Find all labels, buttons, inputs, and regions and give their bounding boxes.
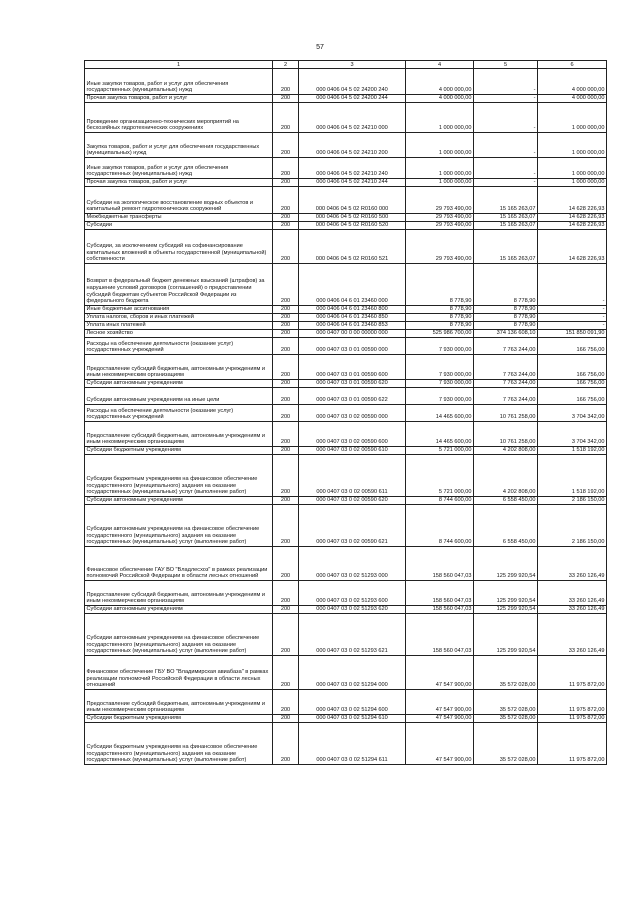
row-col4-cell: 7 930 000,00 (406, 338, 474, 355)
row-col5-cell: - (474, 158, 538, 179)
row-ref-cell: 000 0407 03 0 02 00590 610 (299, 447, 406, 455)
row-col4-cell: 8 778,90 (406, 314, 474, 322)
table-row (85, 715, 607, 723)
row-name-cell: Лесное хозяйство (85, 330, 273, 338)
table-row (85, 355, 607, 380)
row-code-cell: 200 (273, 355, 299, 380)
row-ref-cell: 000 0407 03 0 01 00590 000 (299, 338, 406, 355)
row-code-cell: 200 (273, 158, 299, 179)
row-col4-cell: 7 930 000,00 (406, 388, 474, 405)
table-row (85, 690, 607, 715)
row-code-cell: 200 (273, 715, 299, 723)
row-name-cell: Закупка товаров, работ и услуг для обеспечения государственных (муниципальных) нужд (85, 133, 273, 158)
row-col6-cell: 4 000 000,00 (538, 69, 607, 95)
row-name-cell: Уплата налогов, сборов и иных платежей (85, 314, 273, 322)
row-col4-cell: 14 465 600,00 (406, 422, 474, 447)
row-ref-cell: 000 0406 04 6 01 23460 800 (299, 306, 406, 314)
row-name-cell: Иные закупки товаров, работ и услуг для обеспечения государственных (муниципальных) нужд (85, 158, 273, 179)
table-body (85, 69, 607, 765)
row-ref-cell: 000 0407 03 0 01 00590 622 (299, 388, 406, 405)
row-ref-cell: 000 0406 04 5 02 24200 240 (299, 69, 406, 95)
table-row (85, 380, 607, 388)
row-col6-cell: 166 756,00 (538, 380, 607, 388)
row-col6-cell: 1 518 192,00 (538, 447, 607, 455)
row-code-cell: 200 (273, 264, 299, 306)
row-ref-cell: 000 0406 04 5 02 24200 244 (299, 95, 406, 103)
column-header-4: 4 (406, 61, 474, 69)
row-col4-cell: 1 000 000,00 (406, 103, 474, 133)
row-code-cell: 200 (273, 133, 299, 158)
row-col6-cell: 14 628 226,93 (538, 230, 607, 264)
row-ref-cell: 000 0406 04 5 02 R0160 521 (299, 230, 406, 264)
row-ref-cell: 000 0406 04 5 02 24210 244 (299, 179, 406, 187)
row-col6-cell: 151 850 091,90 (538, 330, 607, 338)
row-col6-cell: 14 628 226,93 (538, 222, 607, 230)
row-col5-cell: 8 778,90 (474, 264, 538, 306)
row-name-cell: Межбюджетные трансферты (85, 214, 273, 222)
row-col4-cell: 158 560 047,03 (406, 581, 474, 606)
row-ref-cell: 000 0406 04 6 01 23460 853 (299, 322, 406, 330)
row-code-cell: 200 (273, 455, 299, 497)
row-col4-cell: 7 930 000,00 (406, 355, 474, 380)
row-col6-cell: - (538, 306, 607, 314)
column-header-1: 1 (85, 61, 273, 69)
row-name-cell: Иные бюджетные ассигнования (85, 306, 273, 314)
row-col4-cell: 7 930 000,00 (406, 380, 474, 388)
table-row (85, 230, 607, 264)
row-col6-cell: - (538, 314, 607, 322)
row-ref-cell: 000 0406 04 5 02 R0160 000 (299, 187, 406, 214)
row-name-cell: Расходы на обеспечение деятельности (оказание услуг) государственных учреждений (85, 405, 273, 422)
row-col6-cell: 33 260 126,49 (538, 606, 607, 614)
row-col5-cell: 8 778,90 (474, 306, 538, 314)
row-name-cell: Расходы на обеспечение деятельности (оказание услуг) государственных учреждений (85, 338, 273, 355)
row-col5-cell: 7 763 244,00 (474, 388, 538, 405)
table-row (85, 447, 607, 455)
row-ref-cell: 000 0407 03 0 01 00590 620 (299, 380, 406, 388)
row-col5-cell: 35 572 028,00 (474, 690, 538, 715)
row-col4-cell: 47 547 900,00 (406, 656, 474, 690)
table-row (85, 103, 607, 133)
row-code-cell: 200 (273, 497, 299, 505)
row-ref-cell: 000 0406 04 6 01 23460 850 (299, 314, 406, 322)
row-ref-cell: 000 0407 03 0 02 51294 000 (299, 656, 406, 690)
row-col5-cell: - (474, 69, 538, 95)
table-row (85, 306, 607, 314)
row-col5-cell: 35 572 028,00 (474, 656, 538, 690)
row-code-cell: 200 (273, 547, 299, 581)
row-col5-cell: 125 299 920,54 (474, 606, 538, 614)
row-ref-cell: 000 0407 00 0 00 00000 000 (299, 330, 406, 338)
row-col6-cell: 33 260 126,49 (538, 614, 607, 656)
row-code-cell: 200 (273, 179, 299, 187)
row-col6-cell: 3 704 342,00 (538, 422, 607, 447)
row-ref-cell: 000 0406 04 5 02 24210 000 (299, 103, 406, 133)
row-col4-cell: 158 560 047,03 (406, 606, 474, 614)
row-col5-cell: - (474, 103, 538, 133)
row-col5-cell: 6 558 450,00 (474, 497, 538, 505)
row-ref-cell: 000 0407 03 0 02 00590 621 (299, 505, 406, 547)
row-col5-cell: 7 763 244,00 (474, 380, 538, 388)
row-ref-cell: 000 0407 03 0 02 51294 610 (299, 715, 406, 723)
row-col5-cell: 7 763 244,00 (474, 355, 538, 380)
row-name-cell: Финансовое обеспечение ГАУ ВО "Владлесхоз" в рамках реализации полномочий Российской Федерации в области лесных отношений (85, 547, 273, 581)
table-row (85, 133, 607, 158)
row-ref-cell: 000 0407 03 0 02 00590 620 (299, 497, 406, 505)
row-col4-cell: 158 560 047,03 (406, 547, 474, 581)
row-col6-cell: 14 628 226,93 (538, 187, 607, 214)
row-col6-cell: 11 975 872,00 (538, 690, 607, 715)
row-code-cell: 200 (273, 690, 299, 715)
row-name-cell: Уплата иных платежей (85, 322, 273, 330)
table-row (85, 264, 607, 306)
table-row (85, 158, 607, 179)
row-col5-cell: 8 778,90 (474, 322, 538, 330)
row-col4-cell: 5 721 000,00 (406, 447, 474, 455)
budget-table (84, 60, 607, 765)
row-col5-cell: 15 165 263,07 (474, 230, 538, 264)
row-col4-cell: 29 793 490,00 (406, 187, 474, 214)
row-col4-cell: 525 986 700,00 (406, 330, 474, 338)
row-col5-cell: 8 778,90 (474, 314, 538, 322)
row-col6-cell: 1 518 192,00 (538, 455, 607, 497)
row-code-cell: 200 (273, 723, 299, 765)
table-row (85, 214, 607, 222)
row-name-cell: Субсидии бюджетным учреждениям (85, 715, 273, 723)
row-name-cell: Субсидии автономным учреждениям на иные цели (85, 388, 273, 405)
row-col4-cell: 1 000 000,00 (406, 158, 474, 179)
row-code-cell: 200 (273, 95, 299, 103)
table-row (85, 455, 607, 497)
row-name-cell: Иные закупки товаров, работ и услуг для обеспечения государственных (муниципальных) нужд (85, 69, 273, 95)
table-row (85, 388, 607, 405)
row-col6-cell: 33 260 126,49 (538, 581, 607, 606)
row-col4-cell: 1 000 000,00 (406, 133, 474, 158)
row-code-cell: 200 (273, 380, 299, 388)
table-row (85, 505, 607, 547)
table-row (85, 547, 607, 581)
row-name-cell: Субсидии, за исключением субсидий на софинансирование капитальных вложений в объекты государственной (муниципальной) собственности (85, 230, 273, 264)
table-row (85, 69, 607, 95)
row-col6-cell: 166 756,00 (538, 355, 607, 380)
row-col6-cell: 11 975 872,00 (538, 656, 607, 690)
table-row (85, 656, 607, 690)
row-col5-cell: 125 299 920,54 (474, 547, 538, 581)
row-col6-cell: - (538, 322, 607, 330)
row-name-cell: Предоставление субсидий бюджетным, автономным учреждениям и иным некоммерческим организациям (85, 690, 273, 715)
row-col6-cell: - (538, 264, 607, 306)
row-ref-cell: 000 0406 04 5 02 24210 200 (299, 133, 406, 158)
row-name-cell: Субсидии на экологическое восстановление водных объектов и капитальный ремонт гидротехнических сооружений (85, 187, 273, 214)
row-name-cell: Субсидии бюджетным учреждениям на финансовое обеспечение государственного (муниципального) задания на оказание государственных (муниципальных) услуг (выполнение работ) (85, 723, 273, 765)
row-col5-cell: 10 761 258,00 (474, 405, 538, 422)
row-col6-cell: 11 975 872,00 (538, 715, 607, 723)
table-header (85, 61, 607, 69)
column-header-5: 5 (474, 61, 538, 69)
row-code-cell: 200 (273, 222, 299, 230)
row-col5-cell: 35 572 028,00 (474, 723, 538, 765)
row-col6-cell: 2 186 150,00 (538, 497, 607, 505)
row-col5-cell: - (474, 95, 538, 103)
row-ref-cell: 000 0407 03 0 02 51293 621 (299, 614, 406, 656)
row-col4-cell: 8 778,90 (406, 264, 474, 306)
row-code-cell: 200 (273, 505, 299, 547)
table-row (85, 338, 607, 355)
row-col4-cell: 5 721 000,00 (406, 455, 474, 497)
table-row (85, 723, 607, 765)
row-ref-cell: 000 0407 03 0 01 00590 600 (299, 355, 406, 380)
row-col6-cell: 1 000 000,00 (538, 133, 607, 158)
row-code-cell: 200 (273, 214, 299, 222)
row-code-cell: 200 (273, 581, 299, 606)
row-col4-cell: 1 000 000,00 (406, 179, 474, 187)
table-row (85, 614, 607, 656)
row-name-cell: Субсидии бюджетным учреждениям (85, 447, 273, 455)
table-row (85, 314, 607, 322)
row-ref-cell: 000 0407 03 0 02 51294 611 (299, 723, 406, 765)
row-code-cell: 200 (273, 322, 299, 330)
row-name-cell: Возврат в федеральный бюджет денежных взысканий (штрафов) за нарушение условий договоров (соглашений) о предоставлении субсидий бюджетам субъектов Российской Федерации из федерального бюджета (85, 264, 273, 306)
row-col4-cell: 47 547 900,00 (406, 723, 474, 765)
table-row (85, 497, 607, 505)
row-col5-cell: 125 299 920,54 (474, 614, 538, 656)
row-ref-cell: 000 0407 03 0 02 00590 000 (299, 405, 406, 422)
row-col5-cell: - (474, 133, 538, 158)
table-row (85, 330, 607, 338)
row-col4-cell: 29 793 490,00 (406, 230, 474, 264)
row-name-cell: Финансовое обеспечение ГБУ ВО "Владимирская авиабаза" в рамках реализации полномочий Российской Федерации в области лесных отношений (85, 656, 273, 690)
table-row (85, 187, 607, 214)
row-col4-cell: 8 778,90 (406, 306, 474, 314)
row-name-cell: Субсидии автономным учреждениям (85, 380, 273, 388)
row-name-cell: Субсидии автономным учреждениям (85, 497, 273, 505)
table-row (85, 95, 607, 103)
row-ref-cell: 000 0407 03 0 02 51294 600 (299, 690, 406, 715)
table-row (85, 322, 607, 330)
row-col4-cell: 8 744 600,00 (406, 505, 474, 547)
row-code-cell: 200 (273, 103, 299, 133)
page-number: 57 (316, 44, 324, 51)
column-header-3: 3 (299, 61, 406, 69)
row-name-cell: Субсидии автономным учреждениям (85, 606, 273, 614)
table-row (85, 405, 607, 422)
row-name-cell: Предоставление субсидий бюджетным, автономным учреждениям и иным некоммерческим организациям (85, 355, 273, 380)
row-code-cell: 200 (273, 656, 299, 690)
row-col6-cell: 11 975 872,00 (538, 723, 607, 765)
table-row (85, 179, 607, 187)
row-col5-cell: 125 299 920,54 (474, 581, 538, 606)
row-code-cell: 200 (273, 230, 299, 264)
row-col6-cell: 1 000 000,00 (538, 158, 607, 179)
row-col6-cell: 1 000 000,00 (538, 179, 607, 187)
row-col6-cell: 166 756,00 (538, 338, 607, 355)
row-col5-cell: 15 165 263,07 (474, 214, 538, 222)
row-col6-cell: 14 628 226,93 (538, 214, 607, 222)
row-col5-cell: 4 202 808,00 (474, 447, 538, 455)
row-ref-cell: 000 0407 03 0 02 51293 620 (299, 606, 406, 614)
row-col4-cell: 29 793 490,00 (406, 214, 474, 222)
row-col5-cell: 15 165 263,07 (474, 187, 538, 214)
row-name-cell: Субсидии бюджетным учреждениям на финансовое обеспечение государственного (муниципального) задания на оказание государственных (муниципальных) услуг (выполнение работ) (85, 455, 273, 497)
row-ref-cell: 000 0406 04 5 02 R0160 500 (299, 214, 406, 222)
row-code-cell: 200 (273, 614, 299, 656)
row-col5-cell: 35 572 028,00 (474, 715, 538, 723)
row-col6-cell: 3 704 342,00 (538, 405, 607, 422)
row-col4-cell: 29 793 490,00 (406, 222, 474, 230)
row-code-cell: 200 (273, 447, 299, 455)
row-col5-cell: 374 136 608,10 (474, 330, 538, 338)
row-col4-cell: 4 000 000,00 (406, 95, 474, 103)
row-ref-cell: 000 0406 04 5 02 24210 240 (299, 158, 406, 179)
row-col5-cell: 15 165 263,07 (474, 222, 538, 230)
row-name-cell: Предоставление субсидий бюджетным, автономным учреждениям и иным некоммерческим организациям (85, 581, 273, 606)
row-col4-cell: 14 465 600,00 (406, 405, 474, 422)
row-col5-cell: - (474, 179, 538, 187)
row-name-cell: Субсидии автономным учреждениям на финансовое обеспечение государственного (муниципального) задания на оказание государственных (муниципальных) услуг (выполнение работ) (85, 505, 273, 547)
row-col6-cell: 2 186 150,00 (538, 505, 607, 547)
row-col4-cell: 4 000 000,00 (406, 69, 474, 95)
row-code-cell: 200 (273, 187, 299, 214)
table-row (85, 581, 607, 606)
row-col4-cell: 8 778,90 (406, 322, 474, 330)
row-ref-cell: 000 0407 03 0 02 00590 611 (299, 455, 406, 497)
row-col5-cell: 7 763 244,00 (474, 338, 538, 355)
header-row (85, 61, 607, 69)
row-code-cell: 200 (273, 338, 299, 355)
row-code-cell: 200 (273, 606, 299, 614)
row-col5-cell: 4 202 808,00 (474, 455, 538, 497)
row-col4-cell: 8 744 600,00 (406, 497, 474, 505)
row-col6-cell: 33 260 126,49 (538, 547, 607, 581)
row-name-cell: Субсидии (85, 222, 273, 230)
row-col6-cell: 4 000 000,00 (538, 95, 607, 103)
row-name-cell: Прочая закупка товаров, работ и услуг (85, 179, 273, 187)
row-code-cell: 200 (273, 422, 299, 447)
row-code-cell: 200 (273, 306, 299, 314)
column-header-2: 2 (273, 61, 299, 69)
row-ref-cell: 000 0406 04 5 02 R0160 520 (299, 222, 406, 230)
row-col6-cell: 1 000 000,00 (538, 103, 607, 133)
row-name-cell: Проведение организационно-технических мероприятий на бесхозяйных гидротехнических сооружениях (85, 103, 273, 133)
row-col4-cell: 158 560 047,03 (406, 614, 474, 656)
row-code-cell: 200 (273, 314, 299, 322)
table-row (85, 606, 607, 614)
column-header-6: 6 (538, 61, 607, 69)
table-row (85, 422, 607, 447)
row-ref-cell: 000 0407 03 0 02 51293 600 (299, 581, 406, 606)
row-name-cell: Предоставление субсидий бюджетным, автономным учреждениям и иным некоммерческим организациям (85, 422, 273, 447)
row-ref-cell: 000 0407 03 0 02 00590 600 (299, 422, 406, 447)
row-col6-cell: 166 756,00 (538, 388, 607, 405)
row-col4-cell: 47 547 900,00 (406, 690, 474, 715)
row-ref-cell: 000 0406 04 6 01 23460 000 (299, 264, 406, 306)
row-code-cell: 200 (273, 388, 299, 405)
row-col5-cell: 6 558 450,00 (474, 505, 538, 547)
row-name-cell: Субсидии автономным учреждениям на финансовое обеспечение государственного (муниципального) задания на оказание государственных (муниципальных) услуг (выполнение работ) (85, 614, 273, 656)
row-name-cell: Прочая закупка товаров, работ и услуг (85, 95, 273, 103)
row-code-cell: 200 (273, 330, 299, 338)
row-ref-cell: 000 0407 03 0 02 51293 000 (299, 547, 406, 581)
row-code-cell: 200 (273, 405, 299, 422)
table-row (85, 222, 607, 230)
row-col5-cell: 10 761 258,00 (474, 422, 538, 447)
row-code-cell: 200 (273, 69, 299, 95)
row-col4-cell: 47 547 900,00 (406, 715, 474, 723)
